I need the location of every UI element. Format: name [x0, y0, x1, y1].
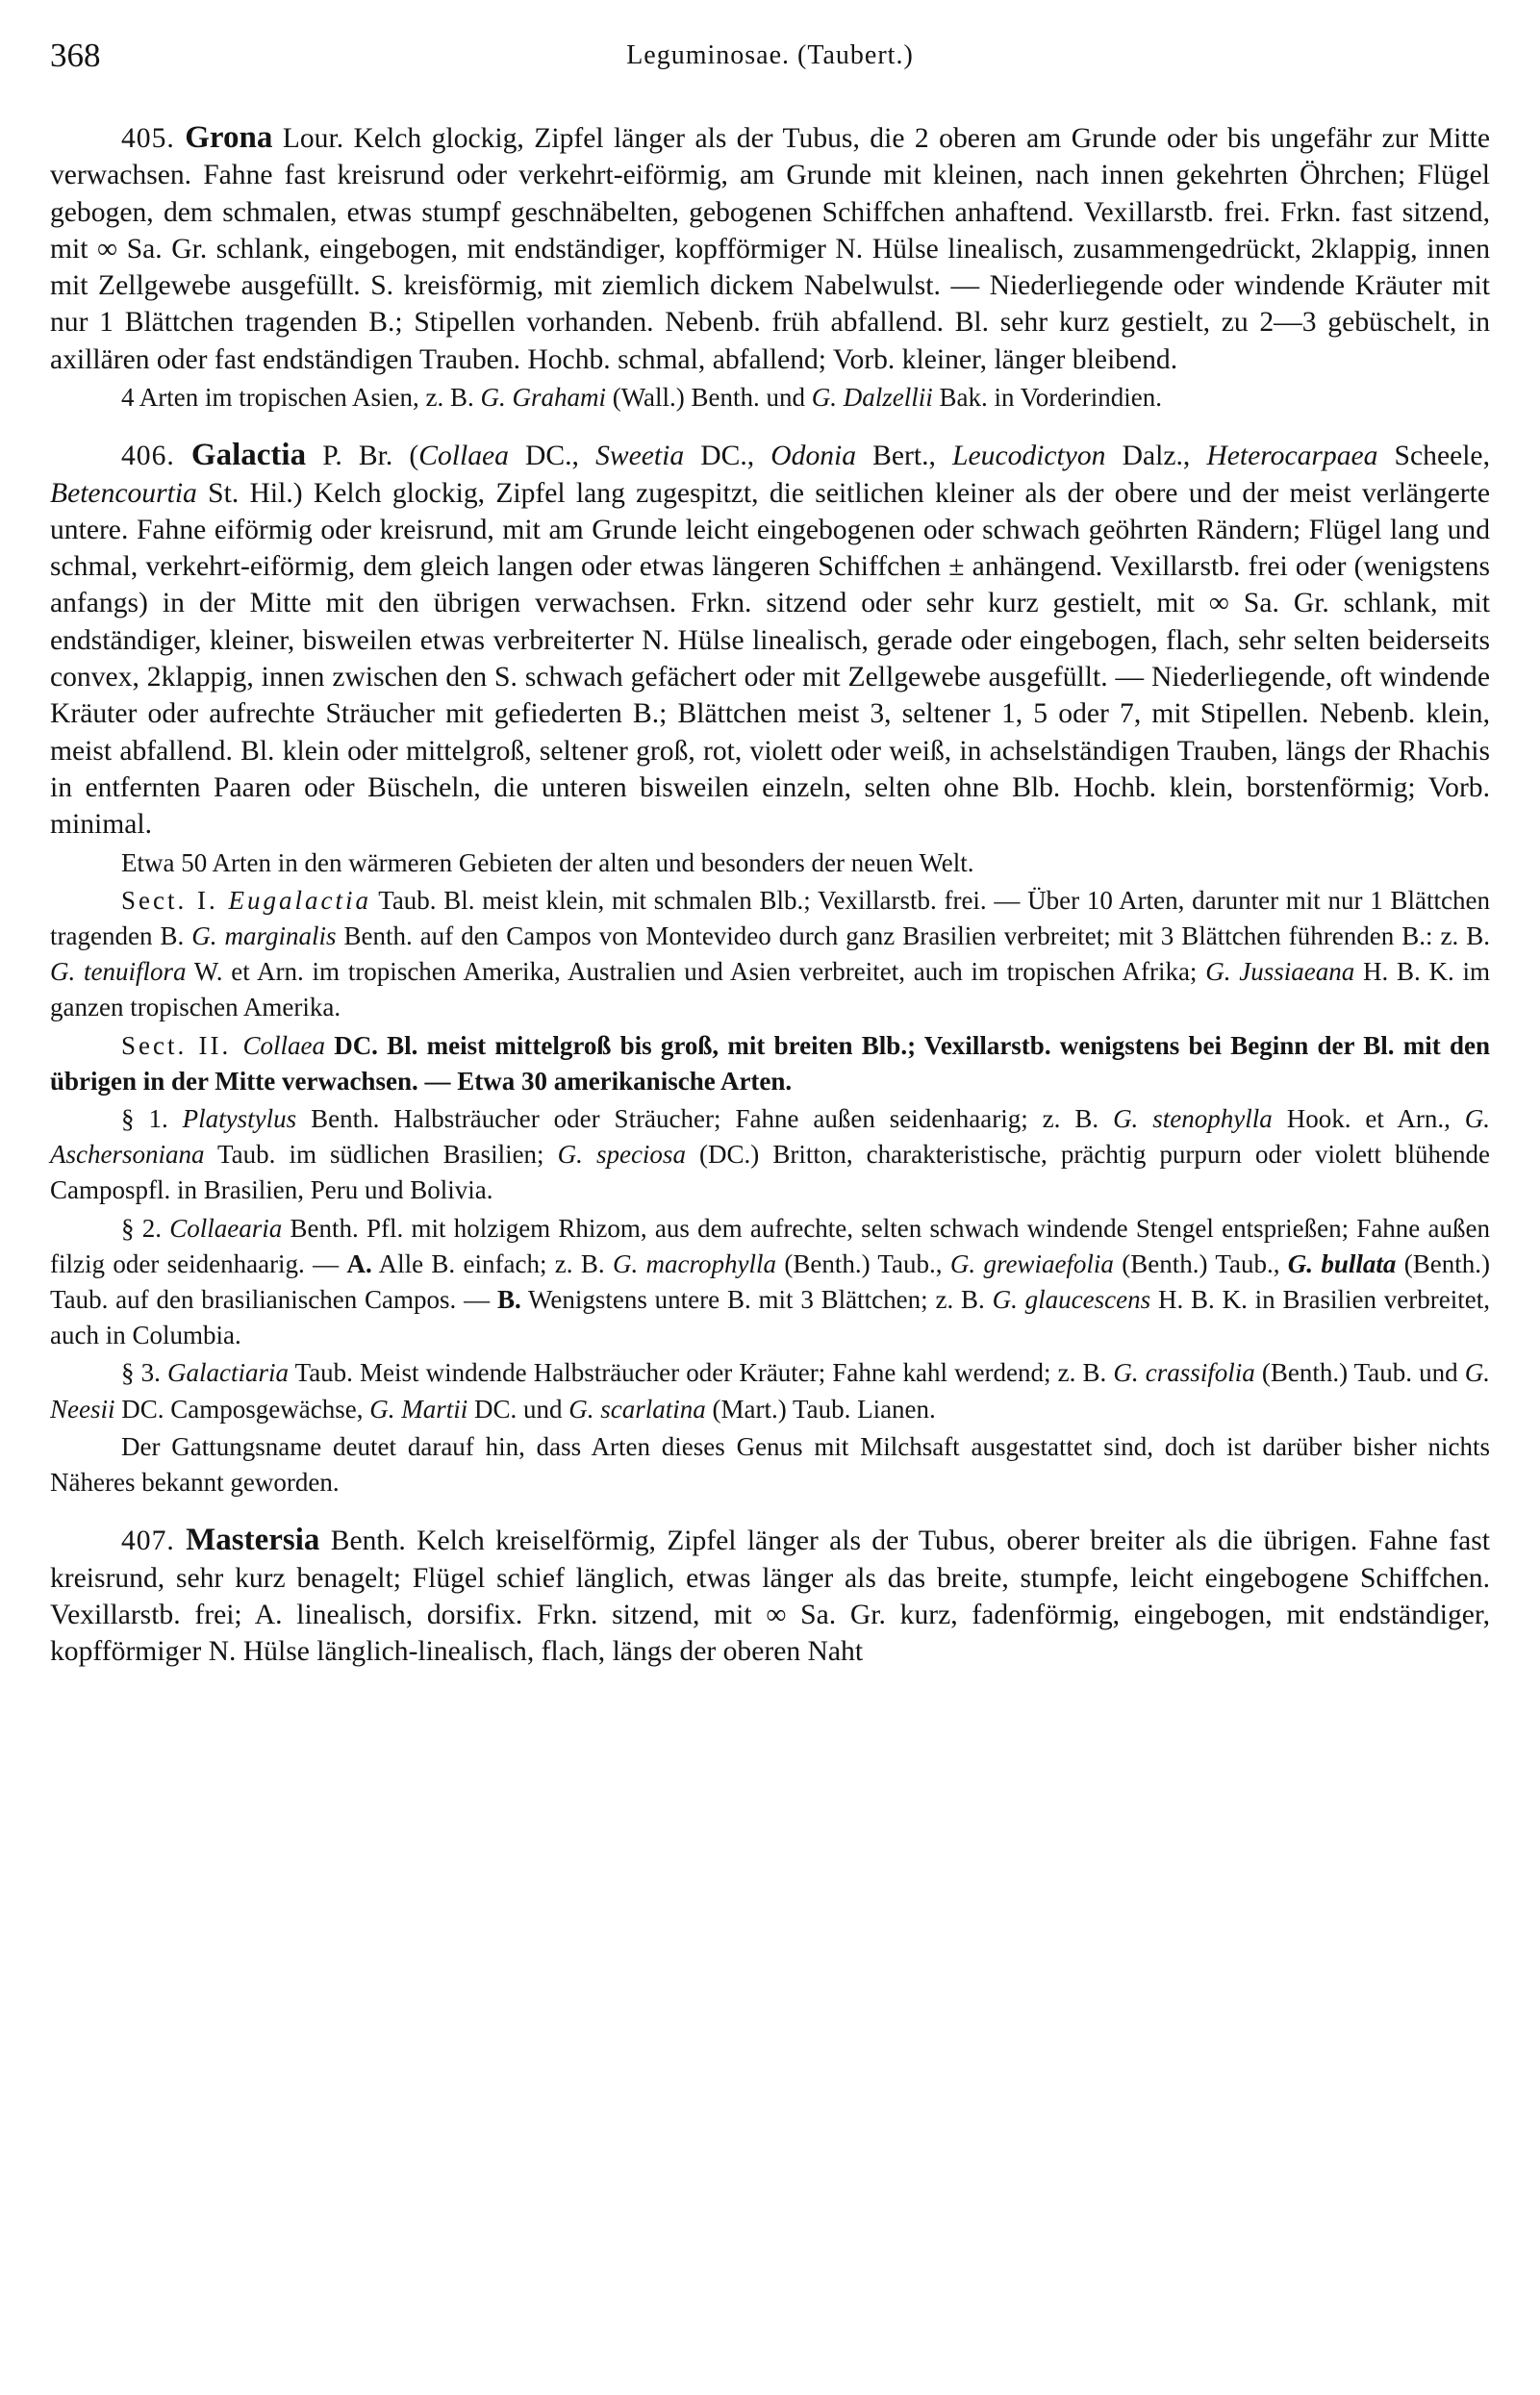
- genus-name: Galactia: [190, 438, 307, 473]
- etymology-note: Der Gattungsname deutet darauf hin, dass Arten dieses Genus mit Milchsaft ausgestattet sind, doch ist darüber bisher nichts Näheres bekannt geworden.: [50, 1431, 1490, 1497]
- subsection-1: § 1. Platystylus Benth. Halbsträucher oder Sträucher; Fahne außen seidenhaarig; z. B. G. stenophylla Hook. et Arn., G. Aschersoniana Taub. im südlichen Brasilien; G. speciosa (DC.) Britton, charakteristische, prächtig purpurn oder violett blühende Campospfl. in Brasilien, Peru und Bolivia.: [50, 1103, 1491, 1205]
- running-title: Leguminosae. (Taubert.): [626, 40, 914, 70]
- genus-description: Kelch kreiselförmig, Zipfel länger als der Tubus, oberer breiter als die übrigen. Fahne fast kreisrund, sehr kurz benagelt; Flügel schief länglich, etwas länger als das breite, stumpfe, leicht eingebogene Schiffchen. Vexillarstb. frei; A. linealisch, dorsifix. Frkn. sitzend, mit ∞ Sa. Gr. kurz, fadenförmig, eingebogen, mit endständiger, kopfförmiger N. Hülse länglich-linealisch, flach, längs der oberen Naht: [50, 1525, 1490, 1668]
- genus-description: Kelch glockig, Zipfel länger als der Tubus, die 2 oberen am Grunde oder bis ungefähr zur Mitte verwachsen. Fahne fast kreisrund oder verkehrt-eiförmig, am Grunde mit kleinen, nach innen gekehrten Öhrchen; Flügel gebogen, dem schmalen, etwas stumpf geschnäbelten, gebogenen Schiffchen anhaftend. Vexillarstb. frei. Frkn. fast sitzend, mit ∞ Sa. Gr. schlank, eingebogen, mit endständiger, kopfförmiger N. Hülse linealisch, zusammengedrückt, 2klappig, innen mit Zellgewebe ausgefüllt. S. kreisförmig, mit ziemlich dickem Nabelwulst. — Niederliegende oder windende Kräuter mit nur 1 Blättchen tragenden B.; Stipellen vorhanden. Nebenb. früh abfallend. Bl. sehr kurz gestielt, zu 2—3 gebüschelt, in axillären oder fast endständigen Trauben. Hochb. schmal, abfallend; Vorb. kleiner, länger bleibend.: [50, 123, 1490, 375]
- page-header: [50, 37, 1490, 98]
- genus-entry-407: 407. Mastersia Benth. Kelch kreiselförmig, Zipfel länger als der Tubus, oberer breiter als die übrigen. Fahne fast kreisrund, sehr kurz benagelt; Flügel schief länglich, etwas länger als das breite, stumpfe, leicht eingebogene Schiffchen. Vexillarstb. frei; A. linealisch, dorsifix. Frkn. sitzend, mit ∞ Sa. Gr. kurz, fadenförmig, eingebogen, mit endständiger, kopfförmiger N. Hülse länglich-linealisch, flach, längs der oberen Naht: [50, 1523, 1490, 1668]
- genus-name: Grona: [185, 120, 273, 155]
- genus-number: 405.: [121, 123, 175, 154]
- section-1: Sect. I. Eugalactia Taub. Bl. meist klein, mit schmalen Blb.; Vexillarstb. frei. — Über 10 Arten, darunter mit nur 1 Blättchen tragenden B. G. marginalis Benth. auf den Campos von Montevideo durch ganz Brasilien verbreitet; mit 3 Blättchen führenden B.: z. B. G. tenuiflora W. et Arn. im tropischen Amerika, Australien und Asien verbreitet, auch im tropischen Afrika; G. Jussiaeana H. B. K. im ganzen tropischen Amerika.: [50, 885, 1491, 1022]
- species-note: 4 Arten im tropischen Asien, z. B. G. Grahami (Wall.) Benth. und G. Dalzellii Bak. in Vorderindien.: [121, 383, 1162, 413]
- genus-author: Lour.: [272, 123, 344, 154]
- genus-number: 406.: [121, 441, 175, 472]
- species-count: Etwa 50 Arten in den wärmeren Gebieten der alten und besonders der neuen Welt.: [121, 847, 974, 877]
- genus-entry-405: [50, 119, 1490, 378]
- page-body: [50, 119, 1490, 1670]
- genus-description: Kelch glockig, Zipfel lang zugespitzt, die seitlichen kleiner als der obere und der meist verlängerte untere. Fahne eiförmig oder kreisrund, mit am Grunde leicht eingebogenen oder schwach geöhrten Rändern; Flügel lang und schmal, verkehrt-eiförmig, dem gleich langen oder etwas längeren Schiffchen ± anhängend. Vexillarstb. frei oder (wenigstens anfangs) in der Mitte mit den übrigen verwachsen. Frkn. sitzend oder sehr kurz gestielt, mit ∞ Sa. Gr. schlank, mit endständiger, kleiner, bisweilen etwas verbreiterter N. Hülse linealisch, gerade oder eingebogen, flach, sehr selten beiderseits convex, 2klappig, innen zwischen den S. schwach gefächert oder mit Zellgewebe ausgefüllt. — Niederliegende, oft windende Kräuter oder aufrechte Sträucher mit gefiederten B.; Blättchen meist 3, seltener 1, 5 oder 7, mit Stipellen. Nebenb. klein, meist abfallend. Bl. klein oder mittelgroß, seltener groß, rot, violett oder weiß, in achselständigen Trauben, längs der Rhachis in entfernten Paaren oder Büscheln, die unteren bisweilen einzeln, selten ohne Blb. Hochb. klein, borstenförmig; Vorb. minimal.: [50, 477, 1490, 841]
- section-2: Sect. II. Collaea DC. Bl. meist mittelgroß bis groß, mit breiten Blb.; Vexillarstb. wenigstens bei Beginn der Bl. mit den übrigen in der Mitte verwachsen. — Etwa 30 amerikanische Arten.: [50, 1030, 1491, 1096]
- page-number: 368: [50, 37, 101, 74]
- subsection-2: § 2. Collaearia Benth. Pfl. mit holzigem Rhizom, aus dem aufrechte, selten schwach windende Stengel entsprießen; Fahne außen filzig oder seidenhaarig. — A. Alle B. einfach; z. B. G. macrophylla (Benth.) Taub., G. grewiaefolia (Benth.) Taub., G. bullata (Benth.) Taub. auf den brasilianischen Campos. — B. Wenigstens untere B. mit 3 Blättchen; z. B. G. glaucescens H. B. K. in Brasilien verbreitet, auch in Columbia.: [50, 1213, 1491, 1350]
- subsection-3: § 3. Galactiaria Taub. Meist windende Halbsträucher oder Kräuter; Fahne kahl werdend; z. B. G. crassifolia (Benth.) Taub. und G. Neesii DC. Camposgewächse, G. Martii DC. und G. scarlatina (Mart.) Taub. Lianen.: [50, 1358, 1490, 1424]
- genus-name: Mastersia: [186, 1523, 320, 1558]
- genus-entry-406: 406. Galactia P. Br. (Collaea DC., Sweetia DC., Odonia Bert., Leucodictyon Dalz., Heterocarpaea Scheele, Betencourtia St. Hil.) Kelch glockig, Zipfel lang zugespitzt, die seitlichen kleiner als der obere und der meist verlängerte untere. Fahne eiförmig oder kreisrund, mit am Grunde leicht eingebogenen oder schwach geöhrten Rändern; Flügel lang und schmal, verkehrt-eiförmig, dem gleich langen oder etwas längeren Schiffchen ± anhängend. Vexillarstb. frei oder (wenigstens anfangs) in der Mitte mit den übrigen verwachsen. Frkn. sitzend oder sehr kurz gestielt, mit ∞ Sa. Gr. schlank, mit endständiger, kleiner, bisweilen etwas verbreiterter N. Hülse linealisch, gerade oder eingebogen, flach, sehr selten beiderseits convex, 2klappig, innen zwischen den S. schwach gefächert oder mit Zellgewebe ausgefüllt. — Niederliegende, oft windende Kräuter oder aufrechte Sträucher mit gefiederten B.; Blättchen meist 3, seltener 1, 5 oder 7, mit Stipellen. Nebenb. klein, meist abfallend. Bl. klein oder mittelgroß, seltener groß, rot, violett oder weiß, in achselständigen Trauben, längs der Rhachis in entfernten Paaren oder Büscheln, die unteren bisweilen einzeln, selten ohne Blb. Hochb. klein, borstenförmig; Vorb. minimal.: [50, 438, 1490, 841]
- genus-number: 407.: [121, 1525, 175, 1557]
